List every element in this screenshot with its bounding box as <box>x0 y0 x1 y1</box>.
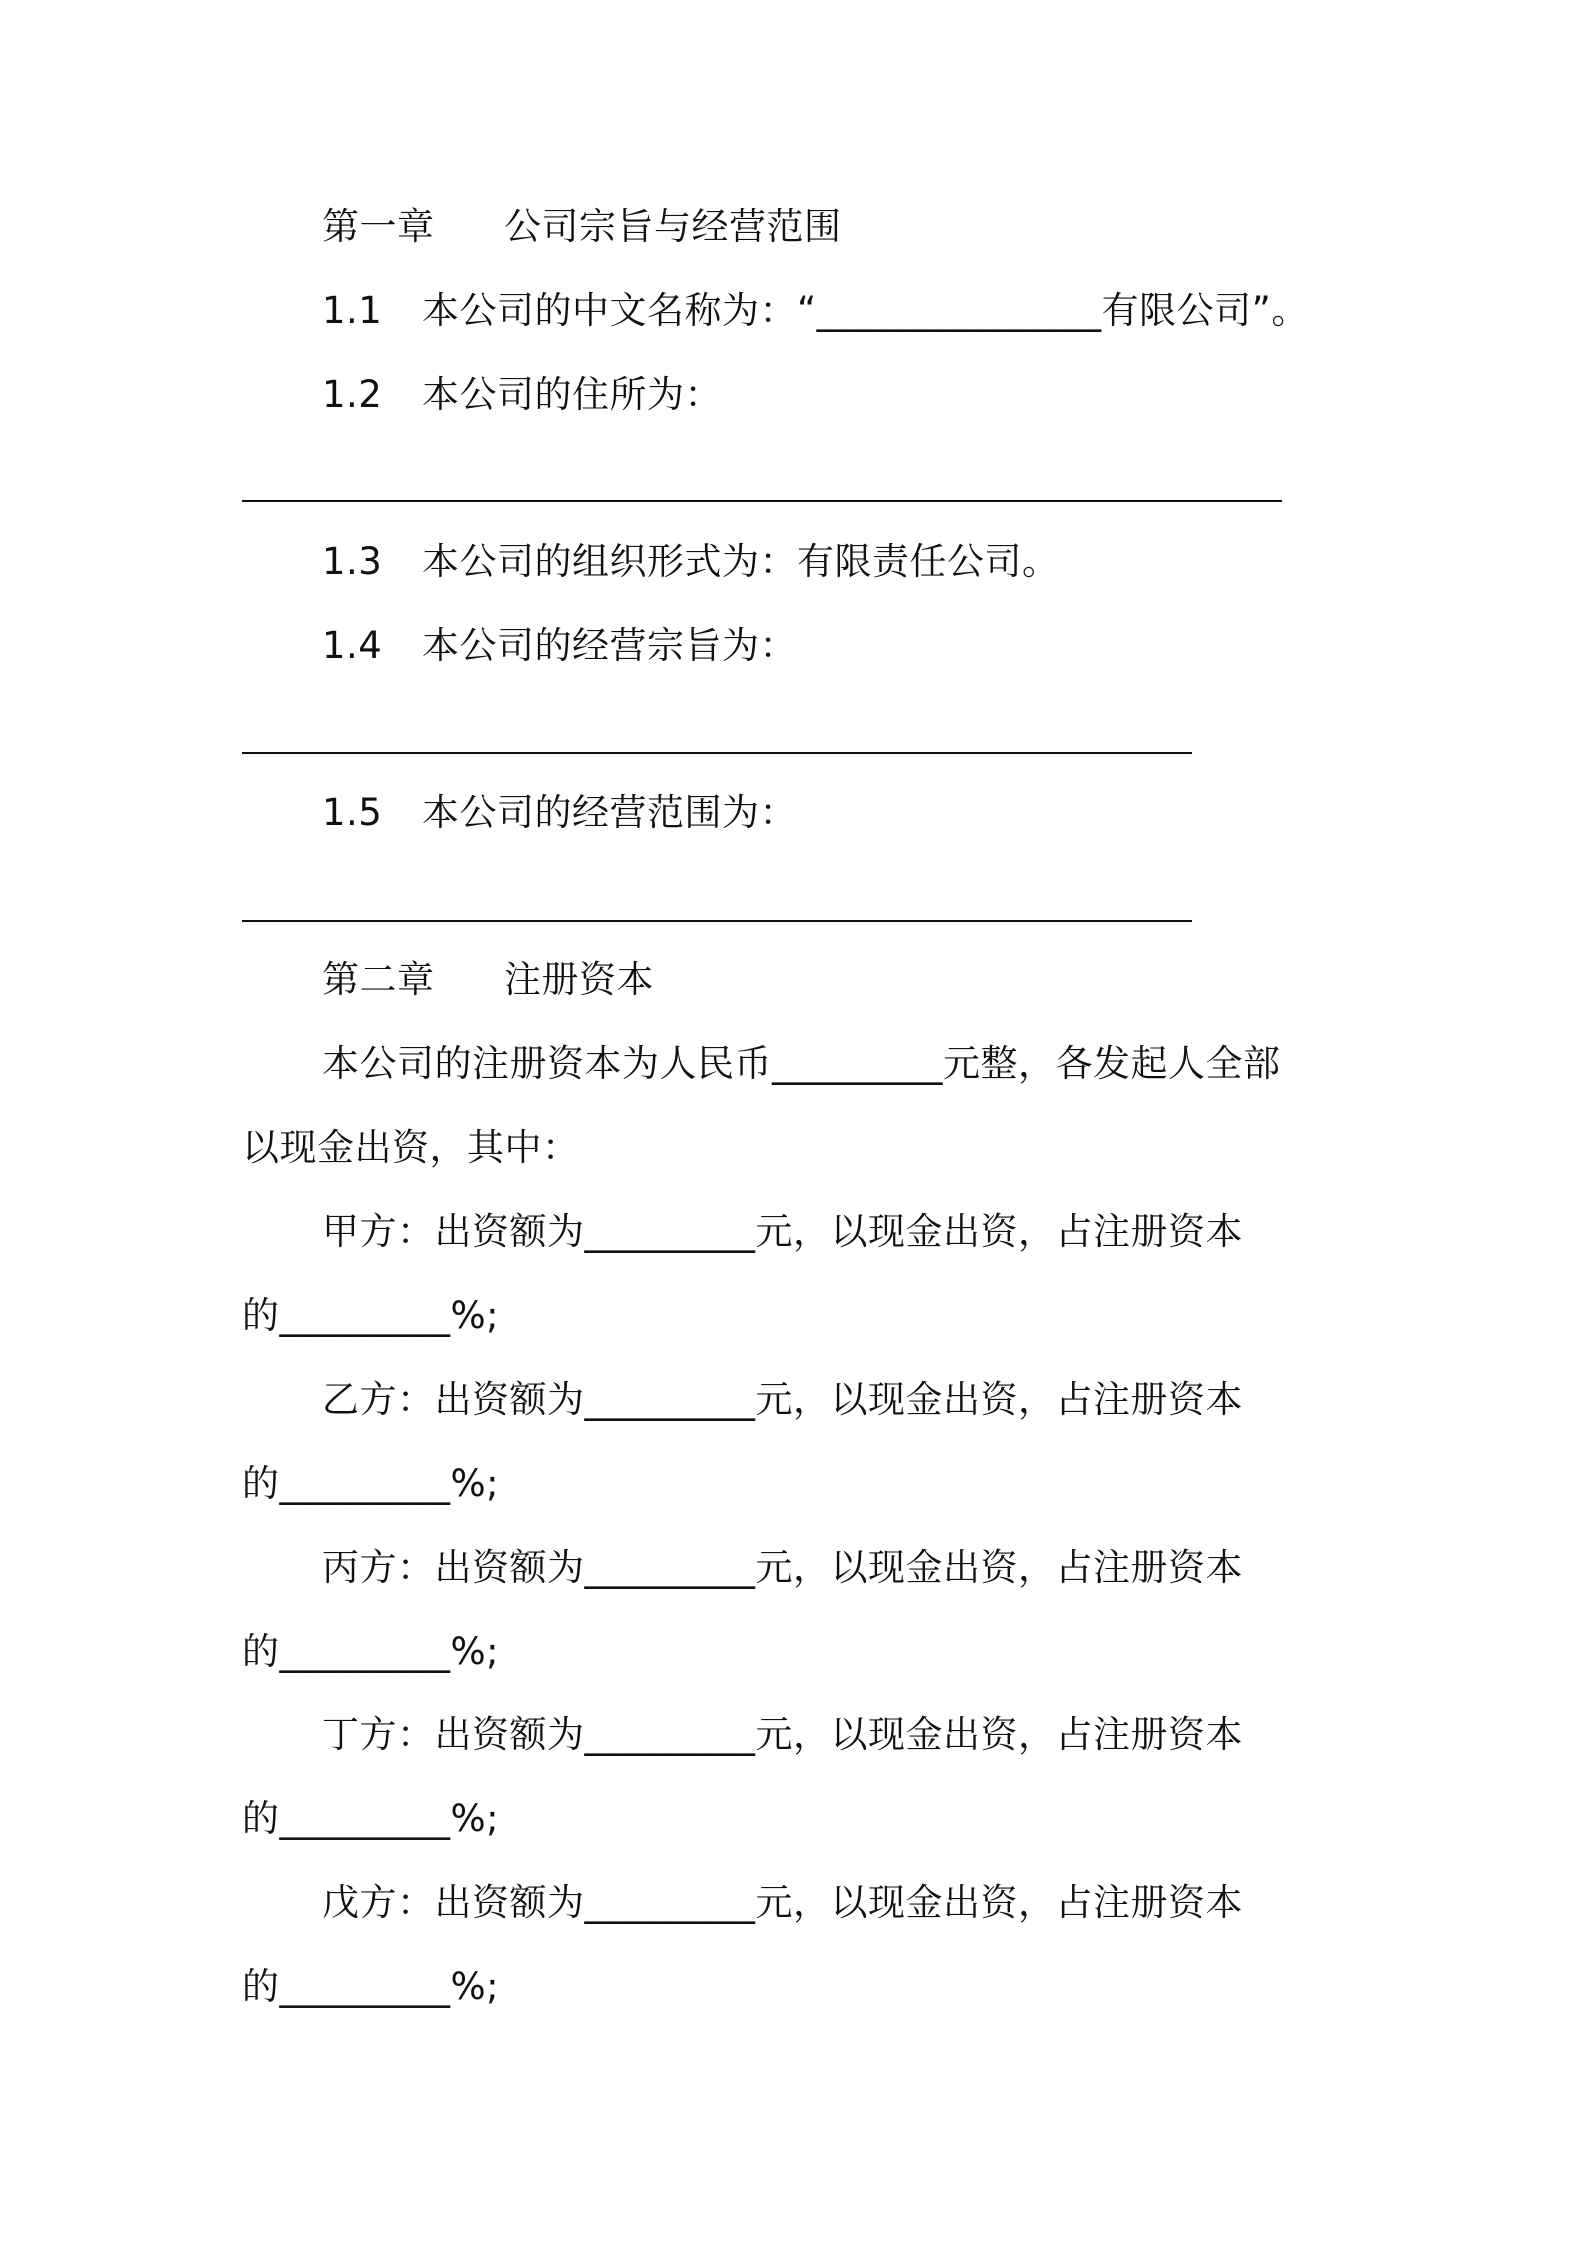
capital-line-2: 以现金出资，其中： <box>242 1126 580 1169</box>
clause-text: 本公司的经营范围为： <box>422 791 797 834</box>
clause-text: 本公司的住所为： <box>422 373 722 416</box>
chapter-1-title: 公司宗旨与经营范围 <box>504 205 842 248</box>
clause-1-1 <box>322 289 1309 333</box>
clause-number: 1.4 <box>322 624 383 667</box>
party-b-line-1: 乙方：出资额为_________元，以现金出资，占注册资本 <box>322 1378 1243 1421</box>
clause-text: 本公司的中文名称为：“_______________有限公司”。 <box>422 289 1309 332</box>
clause-1-2 <box>322 373 722 417</box>
clause-1-5 <box>322 791 797 835</box>
party-c-line-1: 丙方：出资额为_________元，以现金出资，占注册资本 <box>322 1546 1243 1589</box>
clause-number: 1.2 <box>322 373 383 416</box>
chapter-2-label: 第二章 <box>322 958 435 1001</box>
party-d-line-2: 的_________%; <box>242 1797 500 1840</box>
chapter-2-title: 注册资本 <box>504 958 654 1001</box>
party-a-line-2: 的_________%; <box>242 1294 500 1337</box>
clause-number: 1.1 <box>322 289 383 332</box>
party-e-line-2: 的_________%; <box>242 1965 500 2008</box>
chapter-1-label: 第一章 <box>322 205 435 248</box>
party-b-line-2: 的_________%; <box>242 1462 500 1505</box>
clause-text: 本公司的经营宗旨为： <box>422 624 797 667</box>
clause-1-3 <box>322 540 1060 584</box>
party-d-line-1: 丁方：出资额为_________元，以现金出资，占注册资本 <box>322 1713 1243 1756</box>
party-a-line-1: 甲方：出资额为_________元，以现金出资，占注册资本 <box>322 1210 1243 1253</box>
clause-number: 1.3 <box>322 540 383 583</box>
chapter-2-heading <box>322 958 654 1002</box>
party-c-line-2: 的_________%; <box>242 1630 500 1673</box>
chapter-1-heading <box>322 205 842 249</box>
clause-1-4 <box>322 624 797 668</box>
party-e-line-1: 戊方：出资额为_________元，以现金出资，占注册资本 <box>322 1881 1243 1924</box>
capital-line-1: 本公司的注册资本为人民币_________元整，各发起人全部 <box>322 1042 1281 1085</box>
scope-blank-line <box>242 920 1192 922</box>
clause-number: 1.5 <box>322 791 383 834</box>
address-blank-line <box>242 500 1282 502</box>
clause-text: 本公司的组织形式为：有限责任公司。 <box>422 540 1060 583</box>
purpose-blank-line <box>242 752 1192 754</box>
